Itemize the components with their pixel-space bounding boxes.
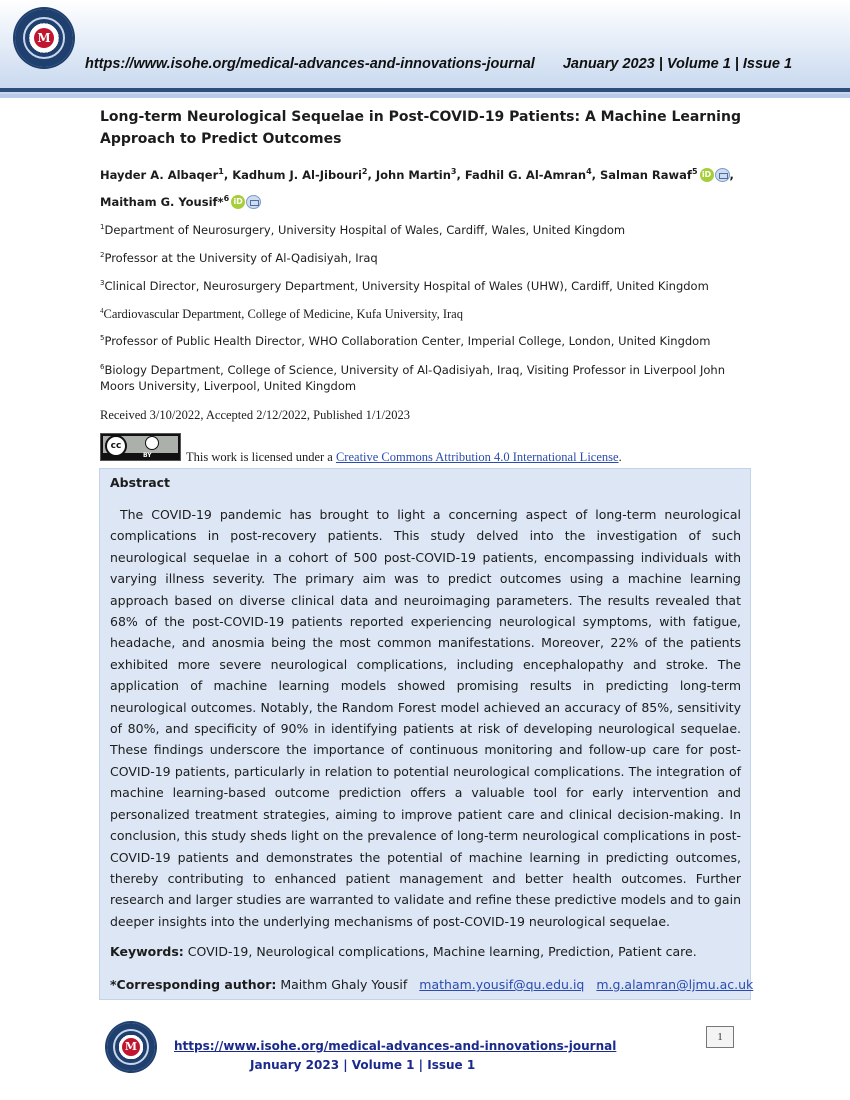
corresponding-email-1[interactable]: matham.yousif@qu.edu.iq bbox=[419, 977, 585, 992]
abstract-body: The COVID-19 pandemic has brought to light a concerning aspect of long-term neurological complications in post-recovery patients. This study delved into the investigation of such neurological sequelae in a cohort of 500 post-COVID-19 patients, encompassing individuals with varying illness severity. The primary aim was to predict outcomes using a machine learning approach based on diverse clinical data and neuroimaging parameters. The results revealed that 68% of the post-COVID-19 patients reported experiencing neurological symptoms, with fatigue, headache, and anosmia being the most common manifestations. Moreover, 22% of the patients exhibited more severe neurological complications, including encephalopathy and stroke. The application of machine learning models showed promising results in predicting long-term neurological outcomes. Notably, the Random Forest model achieved an accuracy of 85%, sensitivity of 80%, and specificity of 90% in identifying patients at risk of developing neurological sequelae. These findings underscore the importance of continuous monitoring and follow-up care for post-COVID-19 patients, particularly in relation to potential neurological complications. The integration of machine learning-based outcome prediction offers a valuable tool for early intervention and personalized treatment strategies, aiming to improve patient care and clinical decision-making. In conclusion, this study sheds light on the prevalence of long-term neurological complications in post-COVID-19 patients and demonstrates the potential of machine learning in predicting outcomes, thereby contributing to enhanced patient management and better health outcomes. Further research and larger studies are warranted to validate and refine these predictive models and to gain deeper insights into the underlying mechanisms of post-COVID-19 neurological sequelae. bbox=[110, 507, 741, 929]
affiliation: $^3$Clinical Director, Neurosurgery Department, University Hospital of Wales (UHW), Cardiff, United Kingdom bbox=[100, 278, 709, 293]
keywords-label: Keywords: bbox=[110, 944, 184, 959]
publication-dates: Received 3/10/2022, Accepted 2/12/2022, Published 1/1/2023 bbox=[100, 408, 411, 422]
license-statement: This work is licensed under a Creative Commons Attribution 4.0 International License. bbox=[186, 450, 622, 464]
footer-issue: January 2023 | Volume 1 | Issue 1 bbox=[250, 1058, 476, 1072]
corresponding-author bbox=[110, 977, 754, 992]
header-rule-light bbox=[0, 94, 850, 98]
corresponding-email-2[interactable]: m.g.alamran@ljmu.ac.uk bbox=[596, 977, 754, 992]
corresponding-name: Maithm Ghaly Yousif bbox=[276, 977, 408, 992]
keywords-text: COVID-19, Neurological complications, Machine learning, Prediction, Patient care. bbox=[183, 944, 697, 959]
article-title: Long-term Neurological Sequelae in Post-COVID-19 Patients: A Machine Learning Approach to Predict Outcomes bbox=[100, 109, 741, 147]
page-number: 1 bbox=[706, 1026, 734, 1048]
footer-url[interactable]: https://www.isohe.org/medical-advances-and-innovations-journal bbox=[174, 1039, 617, 1053]
abstract-heading: Abstract bbox=[110, 475, 171, 490]
cc-icon: cc bbox=[105, 435, 127, 457]
affiliation: $^5$Professor of Public Health Director, WHO Collaboration Center, Imperial College, London, United Kingdom bbox=[100, 333, 711, 348]
orcid-icon[interactable]: iD bbox=[700, 168, 714, 182]
license-link[interactable]: Creative Commons Attribution 4.0 International License bbox=[335, 450, 619, 464]
attribution-icon bbox=[145, 436, 159, 450]
affiliation: $^4$Cardiovascular Department, College of Medicine, Kufa University, Iraq bbox=[100, 307, 463, 322]
author-name: Kadhum J. Al-Jibouri bbox=[232, 167, 362, 182]
header-text bbox=[85, 56, 805, 72]
header-banner bbox=[0, 0, 850, 94]
affiliation: $^1$Department of Neurosurgery, University Hospital of Wales, Cardiff, Wales, United Kingdom bbox=[100, 222, 626, 237]
affiliation: $^2$Professor at the University of Al-Qadisiyah, Iraq bbox=[100, 250, 378, 265]
header-rule bbox=[0, 88, 850, 92]
author-name: Maitham G. Yousif* bbox=[100, 194, 224, 209]
author-name: John Martin bbox=[375, 167, 451, 182]
header-issue: January 2023 | Volume 1 | Issue 1 bbox=[562, 56, 793, 72]
affiliation: $^6$Biology Department, College of Science, University of Al-Qadisiyah, Iraq, Visiting Professor in Liverpool John Moors University, Liverpool, United Kingdom bbox=[100, 362, 726, 393]
author-list: Hayder A. Albaqer$^1$, Kadhum J. Al-Jibouri$^2$, John Martin$^3$, Fadhil G. Al-Amran$^4$, Salman Rawaf$^5$ iD , Maitham G. Yousif*$^6$ iD bbox=[100, 167, 734, 209]
email-icon[interactable] bbox=[715, 168, 730, 182]
footer-logo: M bbox=[107, 1023, 155, 1071]
author-name: Salman Rawaf bbox=[600, 167, 692, 182]
email-icon[interactable] bbox=[246, 195, 261, 209]
corresponding-label: *Corresponding author: bbox=[110, 977, 277, 992]
author-name: Fadhil G. Al-Amran bbox=[464, 167, 587, 182]
cc-by-badge[interactable]: cc BY bbox=[100, 433, 181, 461]
orcid-icon[interactable]: iD bbox=[231, 195, 245, 209]
keywords bbox=[110, 944, 741, 959]
author-name: Hayder A. Albaqer bbox=[100, 167, 219, 182]
header-url[interactable]: https://www.isohe.org/medical-advances-and-innovations-journal bbox=[85, 56, 535, 72]
journal-logo: M bbox=[15, 9, 73, 67]
